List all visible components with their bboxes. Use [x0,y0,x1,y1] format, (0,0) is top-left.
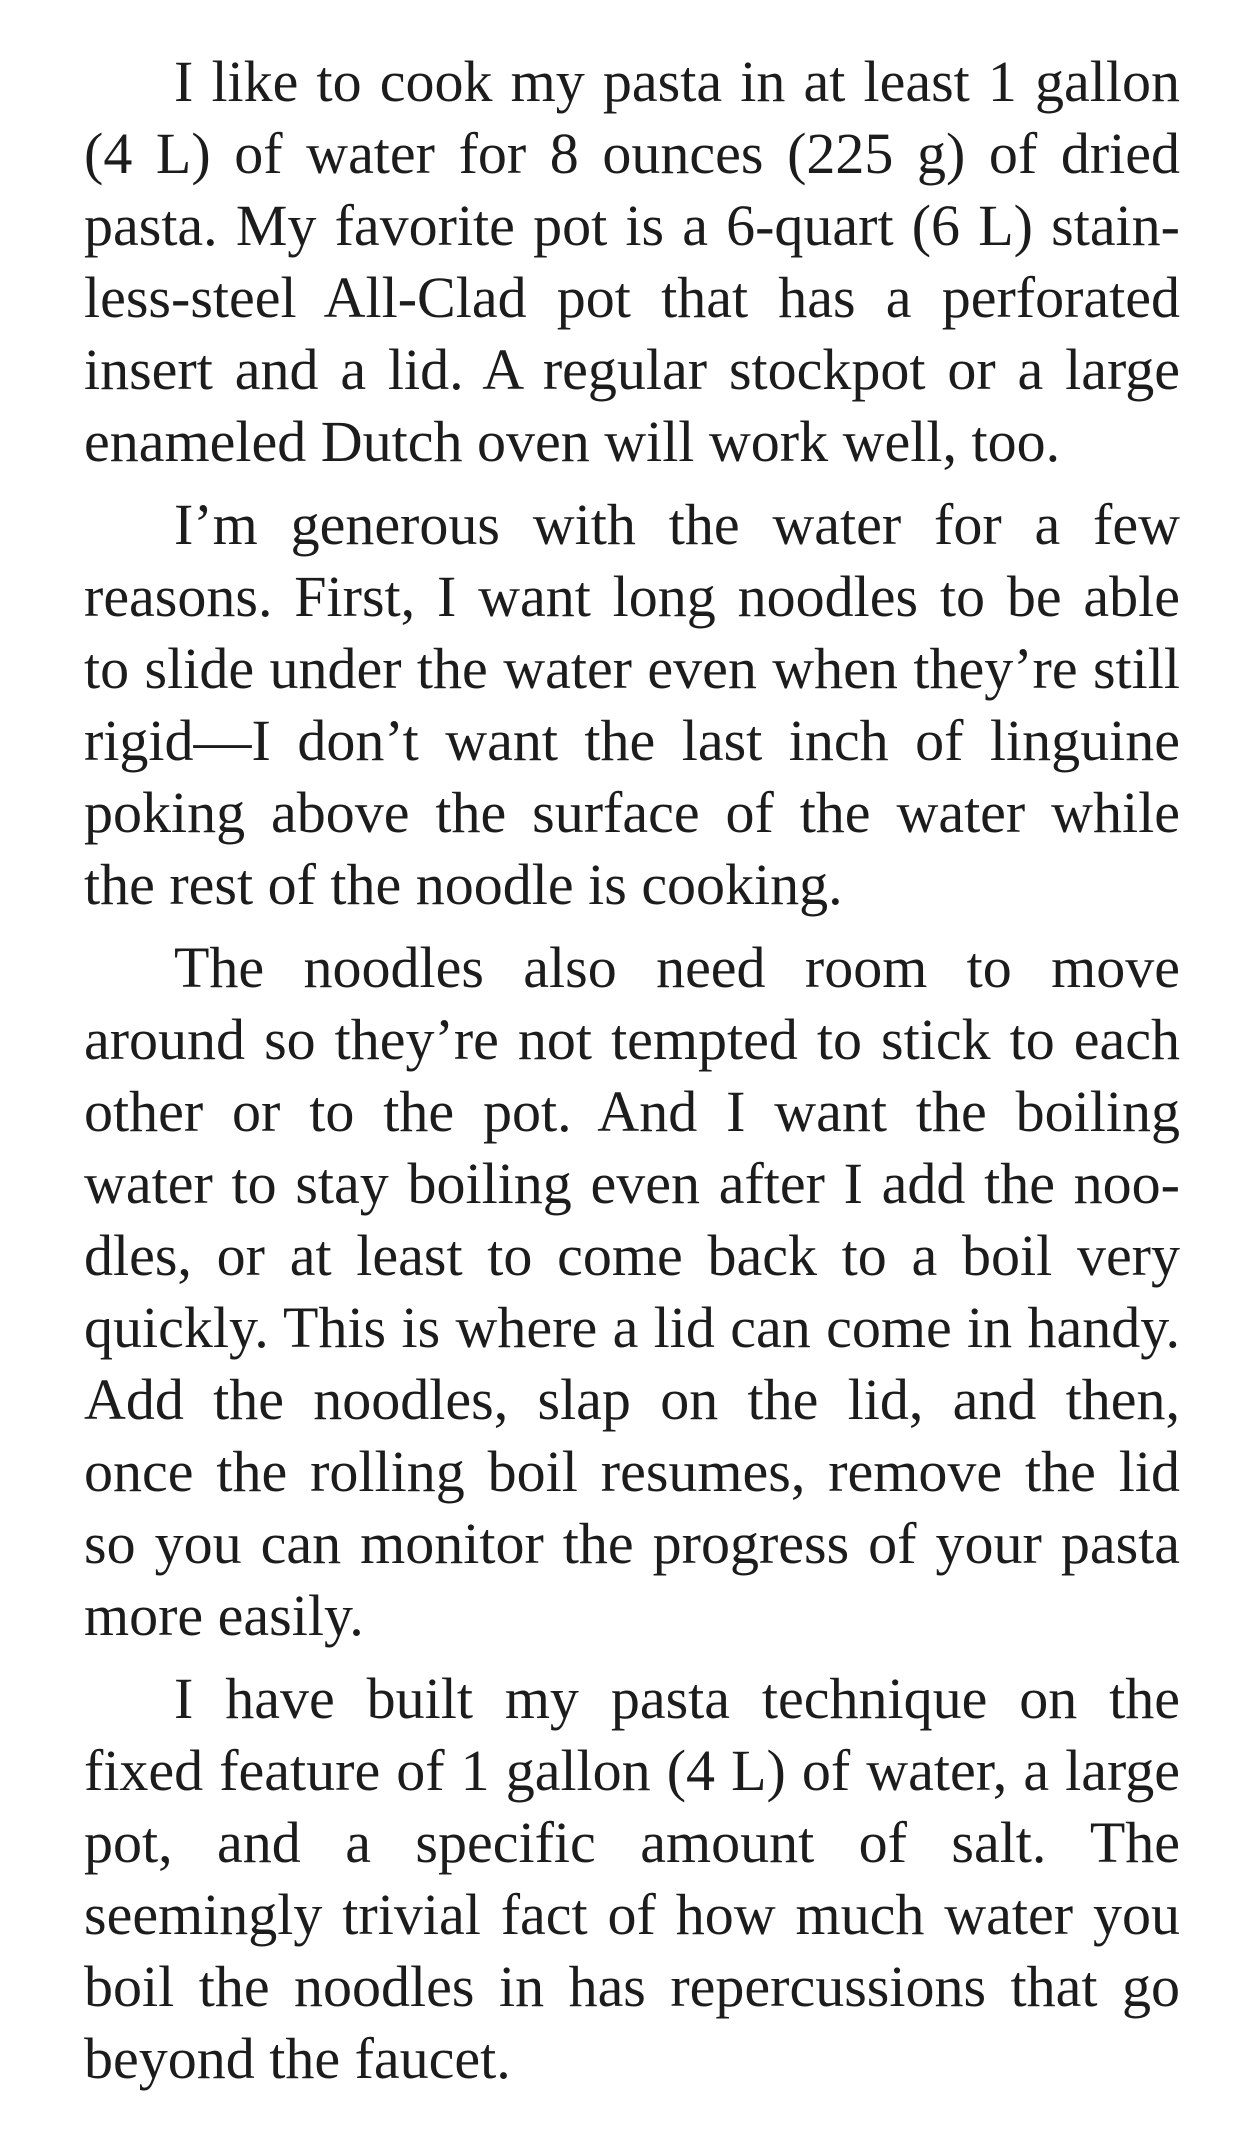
paragraph-2: I’m generous with the water for a few reasons. First, I want long noodles to be able to slide under the water even when they’re still rigid—I don’t want the last inch of linguine poking above the surface of the water while the rest of the noodle is cooking. [84,492,1180,917]
page-text [84,46,1180,2095]
paragraph-3: The noodles also need room to move around so they’re not tempted to stick to each other or to the pot. And I want the boiling water to stay boiling even after I add the noodles, or at least to come back to a boil very quickly. This is where a lid can come in handy. Add the noodles, slap on the lid, and then, once the rolling boil resumes, remove the lid so you can monitor the progress of your pasta more easily. [84,935,1180,1648]
paragraph-4: I have built my pasta technique on the fixed feature of 1 gallon (4 L) of water, a large pot, and a specific amount of salt. The seemingly trivial fact of how much water you boil the noodles in has repercussions that go beyond the faucet. [84,1666,1180,2091]
paragraph-1: I like to cook my pasta in at least 1 gallon (4 L) of water for 8 ounces (225 g) of dried pasta. My favorite pot is a 6-quart (6 L) stainless-steel All-Clad pot that has a perforated insert and a lid. A regular stockpot or a large enameled Dutch oven will work well, too. [84,49,1180,474]
